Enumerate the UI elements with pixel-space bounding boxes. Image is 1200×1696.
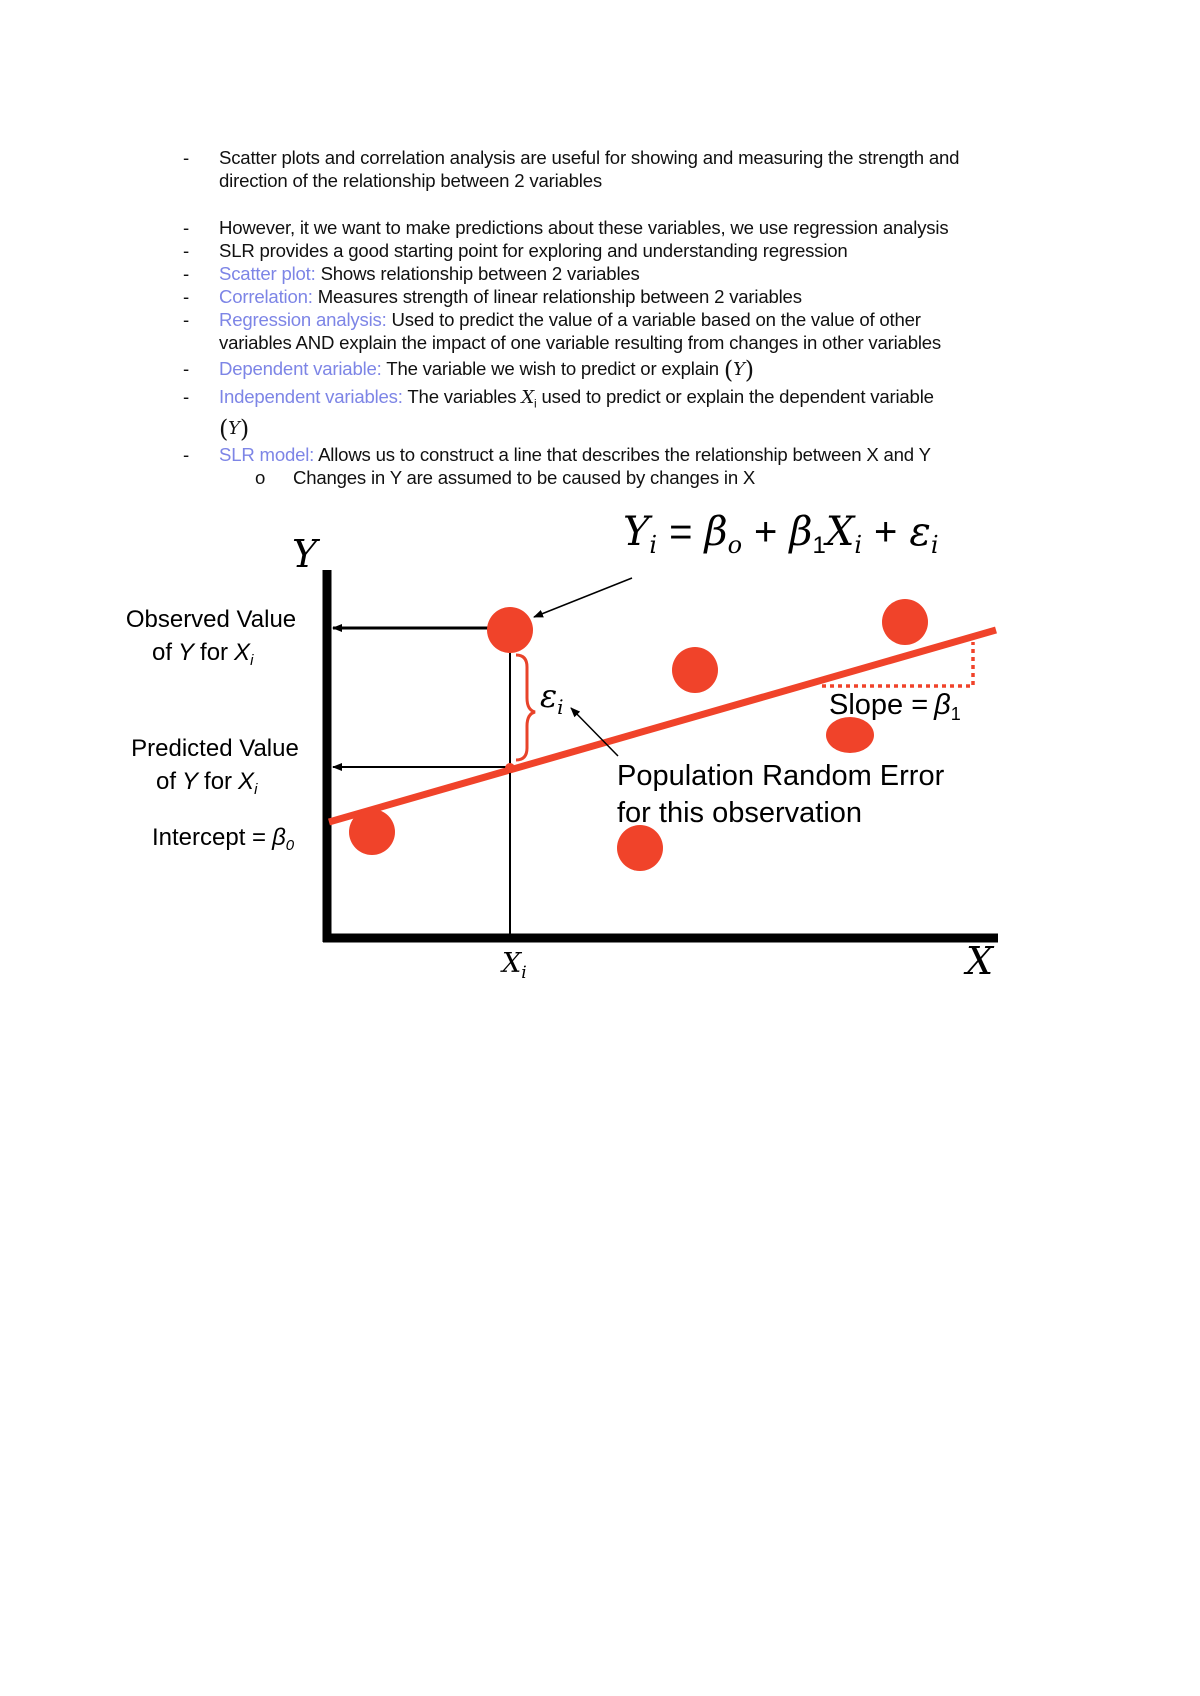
data-point xyxy=(487,607,533,653)
term-regression-analysis: Regression analysis: xyxy=(219,309,387,330)
term-slr-model: SLR model: xyxy=(219,443,315,465)
list-item: - Scatter plots and correlation analysis are useful for showing and measuring the strength and direction of the relationship between 2 variables xyxy=(183,147,960,191)
regression-line xyxy=(329,630,996,822)
term-scatter-plot: Scatter plot: xyxy=(219,263,316,284)
data-point xyxy=(882,599,928,645)
xi-tick-label: $X_i$ xyxy=(502,948,527,983)
error-label: Population Random Error xyxy=(617,760,945,792)
list-item: - Scatter plot: Shows relationship between 2 variables xyxy=(183,263,640,284)
error-brace xyxy=(516,655,535,760)
term-correlation: Correlation: xyxy=(219,286,313,307)
list-item: - SLR provides a good starting point for exploring and understanding regression xyxy=(183,240,848,261)
slope-label: Slope = $\beta_1$ xyxy=(829,689,961,724)
x-axis-label: X xyxy=(966,939,994,983)
slope-triangle xyxy=(822,642,973,686)
data-point xyxy=(349,809,395,855)
observed-value-label: Observed Value xyxy=(125,606,297,633)
epsilon-label: $\varepsilon_i$ xyxy=(540,677,564,719)
regression-equation: $Y_i = \beta_o + \beta_1X_i + \varepsilon_i$ xyxy=(623,509,939,559)
list-item: - Correlation: Measures strength of linear relationship between 2 variables xyxy=(183,286,802,307)
error-label-line2: for this observation xyxy=(617,797,863,829)
list-item: - Regression analysis: Used to predict the value of a variable based on the value of other variables AND explain the impact of one variable resulting from changes in other variables xyxy=(183,309,942,353)
list-item: - However, it we want to make predictions about these variables, we use regression analysis xyxy=(183,217,949,238)
data-point xyxy=(672,647,718,693)
list-item: - Independent variables: The variables $X_i$ used to predict or explain the dependent variable (Y) xyxy=(183,386,934,443)
observed-value-sublabel: of Y for $X_i$ xyxy=(152,639,254,669)
sub-list-item: o Changes in Y are assumed to be caused by changes in X xyxy=(255,466,756,488)
equation-pointer-arrow xyxy=(534,578,632,617)
predicted-value-label: Predicted Value xyxy=(131,735,299,762)
predicted-value-sublabel: of Y for $X_i$ xyxy=(156,768,258,798)
y-axis-label: Y xyxy=(292,532,318,576)
list-item: - SLR model: Allows us to construct a line that describes the relationship between X and Y xyxy=(183,443,931,465)
term-independent-variables: Independent variables: xyxy=(219,386,403,407)
predicted-point xyxy=(505,763,515,773)
data-point xyxy=(617,825,663,871)
data-point xyxy=(826,717,874,753)
list-item: - Dependent variable: The variable we wish to predict or explain (Y) xyxy=(183,356,754,384)
term-dependent-variable: Dependent variable: xyxy=(219,358,382,379)
intercept-label: Intercept = $\beta_0$ xyxy=(152,824,295,854)
